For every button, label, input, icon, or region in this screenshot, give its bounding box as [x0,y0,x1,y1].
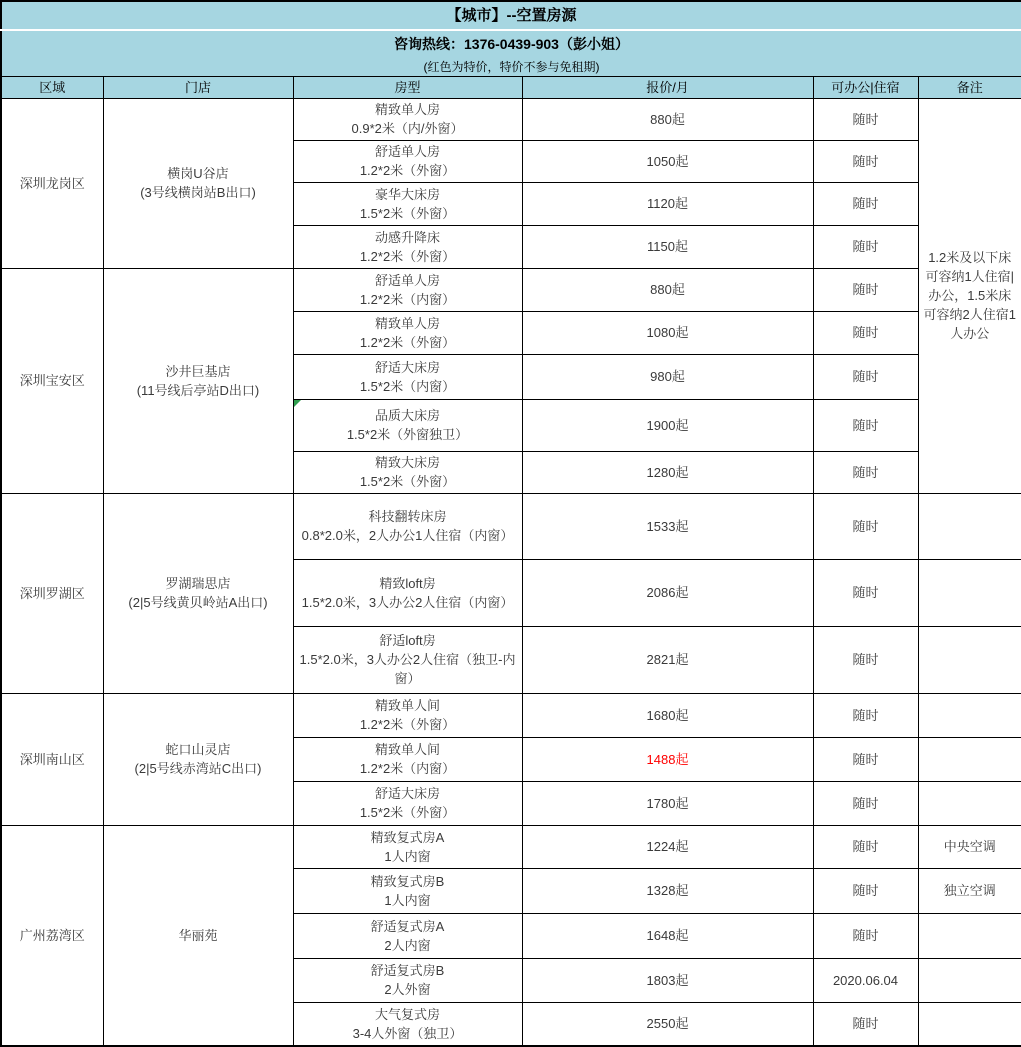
availability-cell: 随时 [813,868,918,913]
room-type-spec: 1.2*2米（内窗） [359,291,456,307]
room-type-cell [293,1002,522,1046]
availability-cell: 随时 [813,98,918,140]
store-name: 蛇口山灵店 [165,742,231,757]
comment-indicator-icon [294,400,301,407]
price-cell: 980起 [522,354,813,399]
room-type-spec: 1人内窗 [384,848,431,864]
price-cell: 2550起 [522,1002,813,1046]
price-cell: 1150起 [522,225,813,268]
room-type-spec: 1.5*2米（外窗） [359,805,456,820]
room-type-cell [293,781,522,825]
store-location: (11号线后亭站D出口) [136,382,260,398]
room-type-spec: 1人内窗 [384,892,431,908]
room-type-cell [293,559,522,626]
room-type-cell [293,268,522,311]
room-type-cell [293,182,522,225]
room-type-name: 舒适大床房 [374,786,440,801]
price-cell: 1224起 [522,825,813,868]
availability-cell: 随时 [813,693,918,737]
column-header-room-type: 房型 [293,76,522,98]
availability-cell: 随时 [813,182,918,225]
room-type-spec: 1.5*2米（外窗独卫） [346,427,469,442]
hotline-bar [1,30,1021,58]
room-type-name: 精致单人房 [374,315,440,331]
room-type-name: 精致单人房 [374,102,440,117]
store-name: 罗湖瑞思店 [165,576,231,591]
room-type-spec: 1.2*2米（外窗） [359,163,456,178]
price-cell: 1533起 [522,493,813,559]
availability-cell: 随时 [813,626,918,693]
availability-cell: 随时 [813,737,918,781]
price-cell: 1050起 [522,140,813,182]
table-row [1,493,1021,559]
availability-cell: 随时 [813,354,918,399]
room-type-spec: 1.2*2米（外窗） [359,334,456,350]
availability-cell: 随时 [813,140,918,182]
room-type-spec: 1.5*2米（外窗） [359,205,456,221]
availability-cell: 随时 [813,825,918,868]
room-type-spec: 2人内窗 [384,937,431,953]
note-bar [1,58,1021,76]
price-cell: 880起 [522,98,813,140]
store-cell [103,493,293,693]
room-type-name: 科技翻转床房 [368,509,447,524]
region-cell: 深圳南山区 [1,693,103,825]
room-type-cell [293,737,522,781]
price-cell: 1280起 [522,451,813,493]
region-cell: 深圳罗湖区 [1,493,103,693]
availability-cell: 随时 [813,781,918,825]
store-name: 华丽苑 [178,927,218,943]
room-type-spec: 1.5*2米（外窗） [359,474,456,489]
room-type-cell [293,913,522,958]
room-type-cell [293,493,522,559]
availability-cell: 随时 [813,399,918,451]
table-row [1,825,1021,868]
availability-cell: 随时 [813,225,918,268]
room-type-spec: 2人外窗 [384,982,431,997]
price-cell: 2821起 [522,626,813,693]
room-type-name: 大气复式房 [374,1006,440,1022]
store-name: 横岗U谷店 [167,166,229,181]
price-cell: 880起 [522,268,813,311]
room-type-cell [293,98,522,140]
table-row [1,98,1021,140]
remark-cell [918,781,1021,825]
room-type-name: 精致单人间 [374,742,440,757]
table-row [1,693,1021,737]
room-type-name: 舒适复式房A [370,918,445,934]
remark-cell: 独立空调 [918,868,1021,913]
store-cell [103,825,293,1046]
room-type-spec: 0.9*2米（内/外窗） [351,121,464,136]
availability-cell: 2020.06.04 [813,958,918,1002]
room-type-name: 精致大床房 [374,455,440,470]
room-type-name: 精致单人间 [374,698,440,713]
store-location: (2|5号线黄贝岭站A出口) [128,595,268,610]
column-header-price: 报价/月 [522,76,813,98]
room-type-cell [293,311,522,354]
column-header-region: 区域 [1,76,103,98]
page-title: 【城市】--空置房源 [1,1,1021,30]
remark-merged-cell: 1.2米及以下床可容纳1人住宿|办公，1.5米床可容纳2人住宿1人办公 [918,98,1021,493]
room-type-cell [293,451,522,493]
remark-cell [918,737,1021,781]
store-cell [103,98,293,268]
remark-cell: 中央空调 [918,825,1021,868]
price-cell: 1648起 [522,913,813,958]
room-type-name: 舒适单人房 [374,272,440,288]
price-cell: 1120起 [522,182,813,225]
room-type-name: 品质大床房 [374,408,440,423]
room-type-cell [293,225,522,268]
room-type-name: 舒适loft房 [379,633,436,648]
room-type-cell [293,399,522,451]
column-header-store: 门店 [103,76,293,98]
room-type-spec: 1.5*2.0米，3人办公2人住宿（内窗） [301,594,514,610]
room-type-cell [293,626,522,693]
column-header-availability: 可办公|住宿 [813,76,918,98]
remark-cell [918,493,1021,559]
room-type-name: 精致复式房B [370,873,445,889]
price-cell: 1780起 [522,781,813,825]
room-type-name: 舒适复式房B [370,963,445,978]
room-type-spec: 3-4人外窗（独卫） [352,1025,463,1041]
table-row [1,268,1021,311]
remark-cell [918,958,1021,1002]
title-bar [1,1,1021,30]
store-location: (2|5号线赤湾站C出口) [134,761,262,776]
room-type-name: 舒适单人房 [374,144,440,159]
room-type-spec: 1.5*2.0米，3人办公2人住宿（独卫-内窗） [299,652,516,686]
special-price-note: (红色为特价，特价不参与免租期) [1,58,1021,76]
room-type-spec: 1.2*2米（外窗） [359,248,456,264]
hotline-text: 咨询热线：1376-0439-903（彭小姐） [1,30,1021,58]
room-type-name: 精致复式房A [370,829,445,845]
special-price-cell: 1488起 [522,737,813,781]
room-type-cell [293,825,522,868]
column-header-remark: 备注 [918,76,1021,98]
store-cell [103,268,293,493]
room-type-name: 舒适大床房 [374,359,440,375]
price-cell: 1080起 [522,311,813,354]
availability-cell: 随时 [813,451,918,493]
store-location: (3号线横岗站B出口) [140,185,256,200]
column-header-row [1,76,1021,98]
price-cell: 2086起 [522,559,813,626]
room-type-spec: 1.2*2米（内窗） [359,761,456,776]
availability-cell: 随时 [813,268,918,311]
store-cell [103,693,293,825]
region-cell: 广州荔湾区 [1,825,103,1046]
room-type-name: 豪华大床房 [374,186,440,202]
region-cell: 深圳宝安区 [1,268,103,493]
price-cell: 1680起 [522,693,813,737]
room-type-spec: 0.8*2.0米，2人办公1人住宿（内窗） [301,528,514,543]
remark-cell [918,913,1021,958]
room-type-name: 精致loft房 [379,575,436,591]
remark-cell [918,626,1021,693]
remark-cell [918,559,1021,626]
availability-cell: 随时 [813,493,918,559]
remark-cell [918,693,1021,737]
room-type-name: 动感升降床 [374,229,440,245]
availability-cell: 随时 [813,311,918,354]
room-type-spec: 1.5*2米（内窗） [359,378,456,394]
room-type-cell [293,958,522,1002]
availability-cell: 随时 [813,1002,918,1046]
room-type-cell [293,693,522,737]
store-name: 沙井巨基店 [165,363,231,379]
price-cell: 1328起 [522,868,813,913]
remark-cell [918,1002,1021,1046]
room-type-spec: 1.2*2米（外窗） [359,717,456,732]
availability-cell: 随时 [813,559,918,626]
room-type-cell [293,868,522,913]
price-cell: 1900起 [522,399,813,451]
availability-cell: 随时 [813,913,918,958]
room-type-cell [293,140,522,182]
room-type-cell [293,354,522,399]
price-cell: 1803起 [522,958,813,1002]
region-cell: 深圳龙岗区 [1,98,103,268]
